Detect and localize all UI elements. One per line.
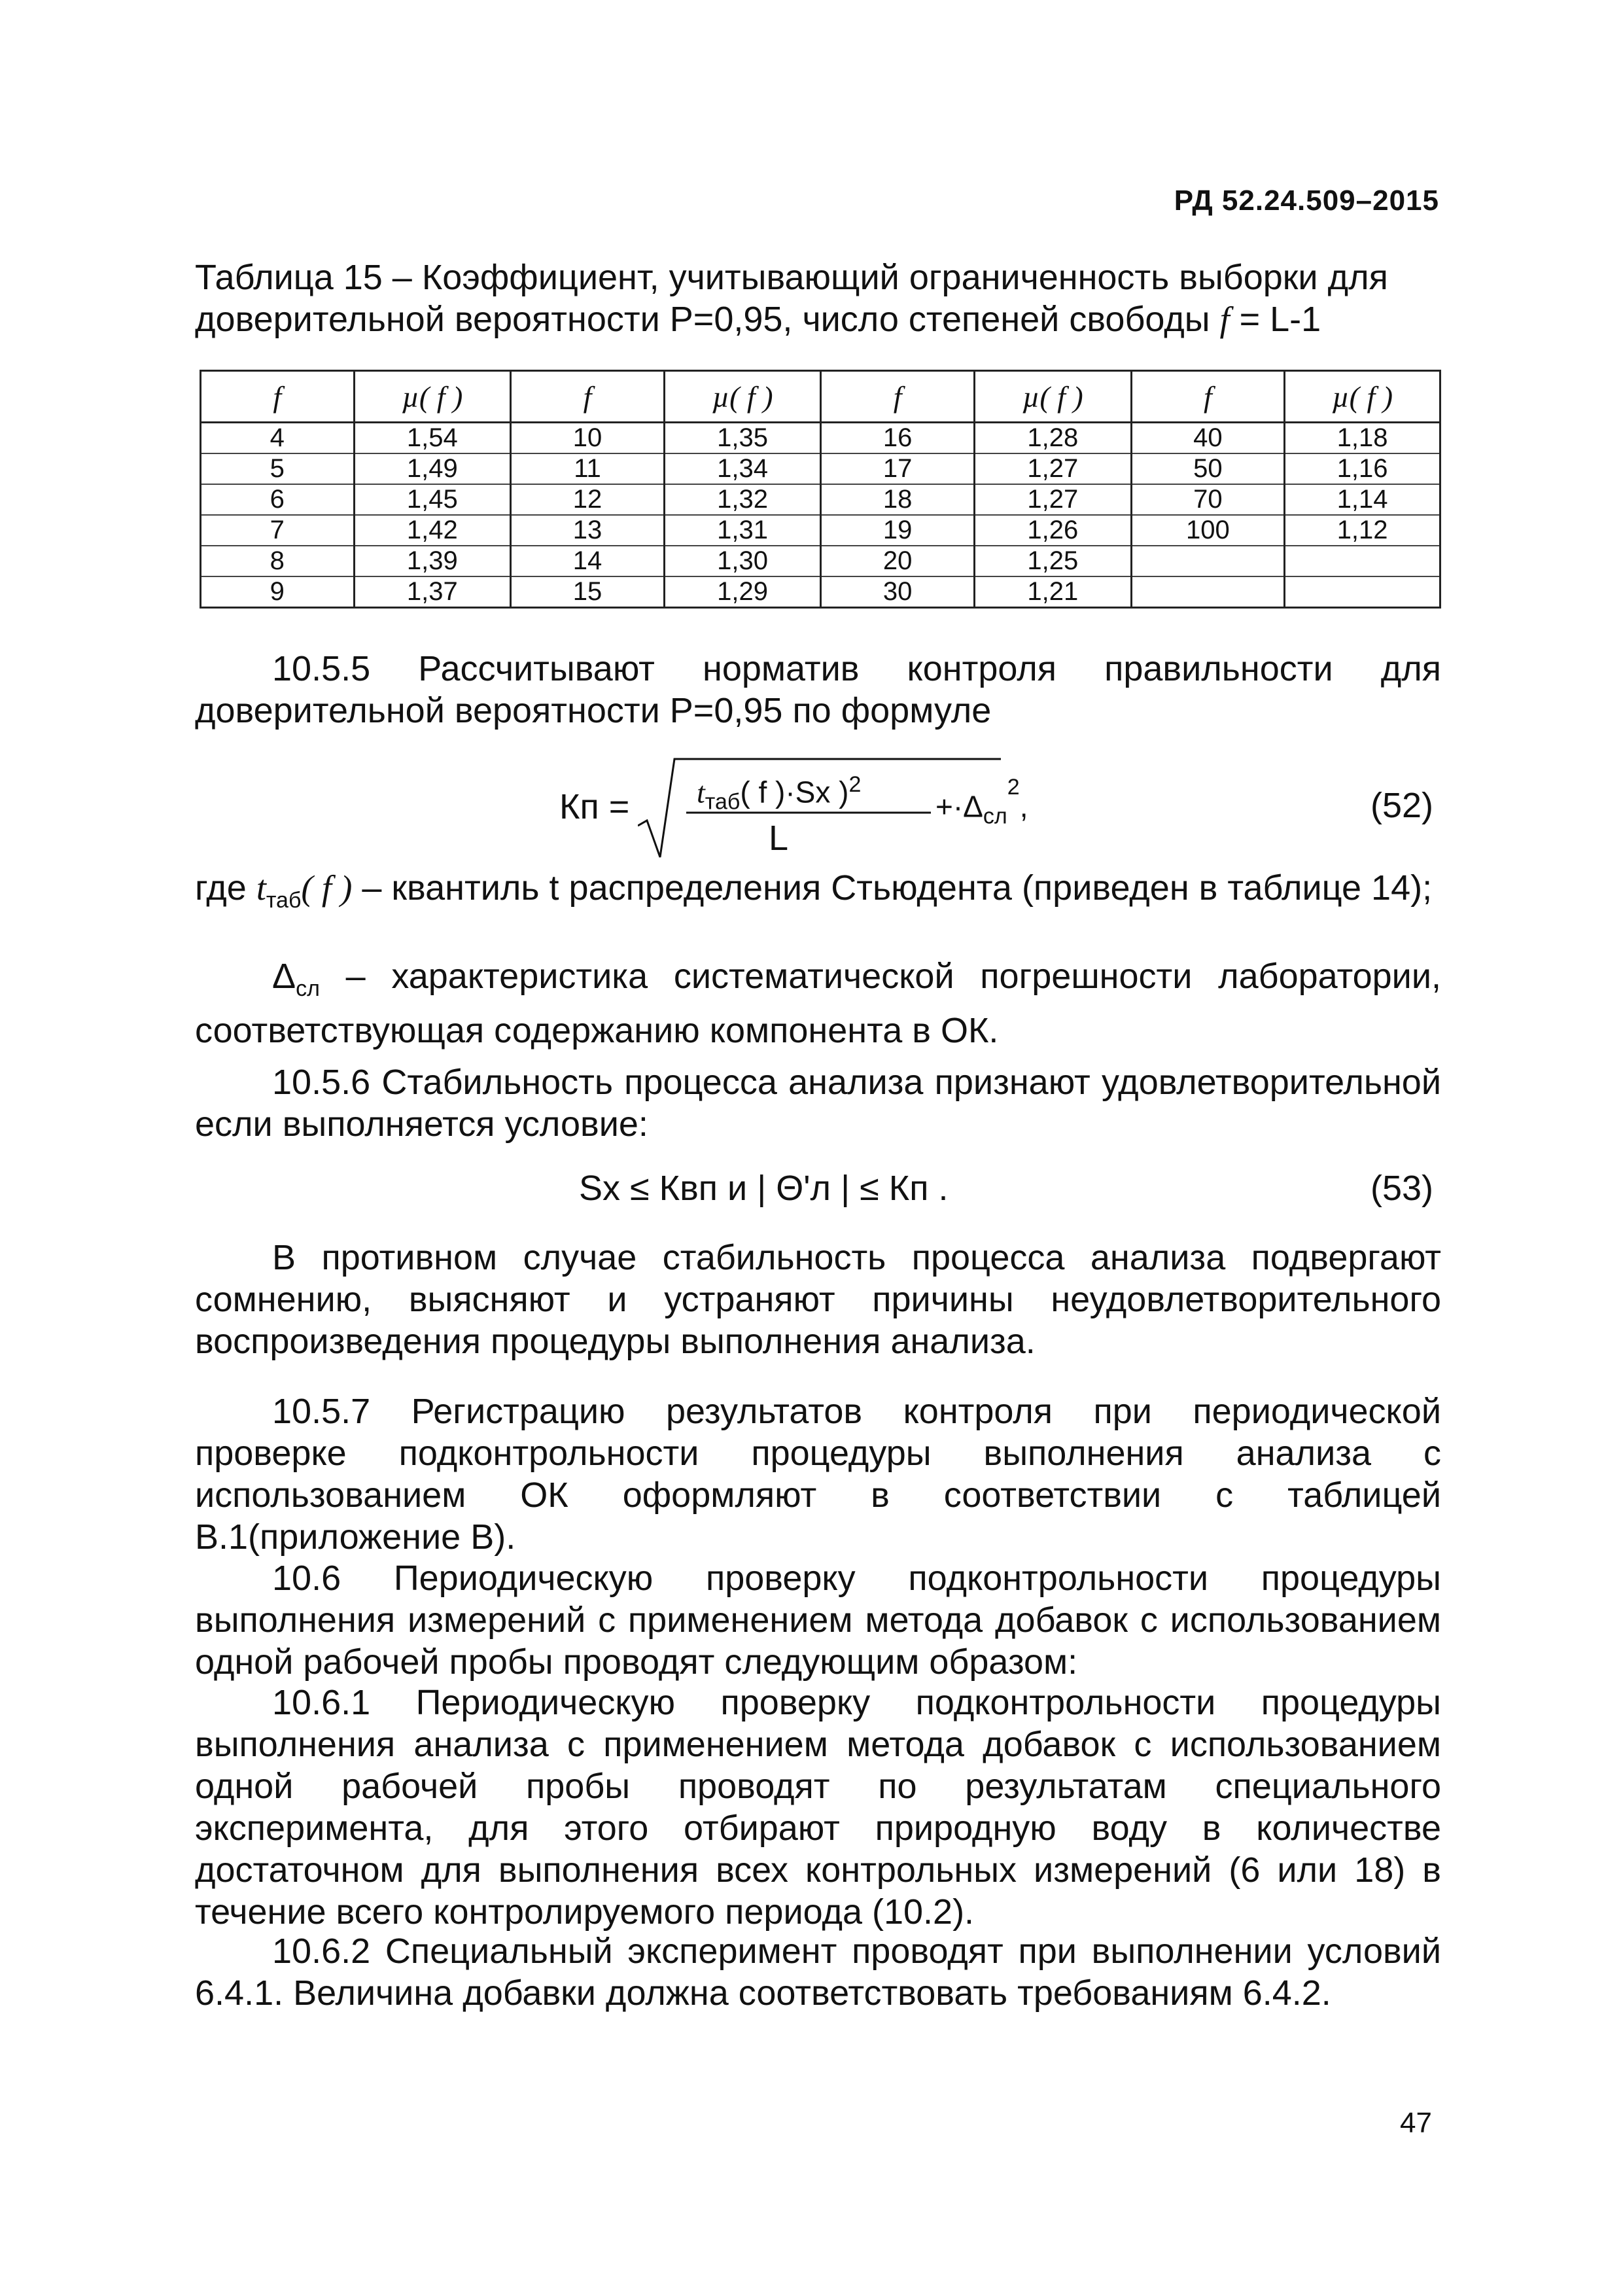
table-cell: 1,49: [354, 453, 511, 484]
where-var-t-rest: ( f ): [301, 868, 353, 908]
table-cell: 1,16: [1285, 453, 1440, 484]
table-cell: 1,12: [1285, 515, 1440, 546]
table-header-row: [201, 371, 1440, 423]
table-cell: 1,35: [664, 423, 821, 454]
header-cell: µ( f ): [1285, 371, 1440, 423]
table-cell: 4: [201, 423, 355, 454]
table-cell: 1,27: [974, 453, 1131, 484]
table-cell: 50: [1131, 453, 1285, 484]
table-row: [201, 453, 1440, 484]
table-cell: 1,25: [974, 546, 1131, 576]
table-cell: 1,39: [354, 546, 511, 576]
table-cell: 16: [821, 423, 975, 454]
where-var-delta-sub: сл: [296, 976, 320, 1001]
where-line1-text: – квантиль t распределения Стьюдента (приведен в таблице 14);: [352, 868, 1433, 908]
paragraph-10-6-2: 10.6.2 Специальный эксперимент проводят при выполнении условий 6.4.1. Величина добавки должна соответствовать требованиям 6.4.2.: [195, 1932, 1441, 2013]
where-prefix: где: [195, 868, 247, 908]
header-cell: µ( f ): [354, 371, 511, 423]
table-row: [201, 546, 1440, 576]
table-cell: 18: [821, 484, 975, 515]
paragraph-10-5-6: 10.5.6 Стабильность процесса анализа признают удовлетворительной если выполняется условие:: [195, 1063, 1441, 1144]
table-cell: 1,26: [974, 515, 1131, 546]
formula-plus-term: $+\cdot\Delta_{сл}^2$,: [935, 775, 1028, 829]
paragraph-10-6: 10.6 Периодическую проверку подконтрольности процедуры выполнения измерений с применением метода добавок с использованием одной рабочей пробы проводят следующим образом:: [195, 1559, 1441, 1682]
document-code: РД 52.24.509–2015: [1174, 185, 1439, 217]
where-line2-text: – характеристика систематической погрешности лаборатории, соответствующая содержанию компонента в ОК.: [195, 957, 1441, 1050]
header-cell: f: [1131, 371, 1285, 423]
table-cell: 1,32: [664, 484, 821, 515]
formula-52: [559, 752, 1056, 864]
table-cell: 1,18: [1285, 423, 1440, 454]
table-cell: 1,27: [974, 484, 1131, 515]
formula-53: Sx ≤ Квп и | Θ'л | ≤ Кп .: [579, 1169, 949, 1208]
where-var-t: t: [256, 868, 266, 908]
table-row: [201, 484, 1440, 515]
where-var-t-sub: таб: [266, 887, 302, 913]
where-definition-t: [195, 867, 1441, 921]
table-cell: 9: [201, 576, 355, 608]
formula-num-sub: таб: [705, 789, 741, 815]
formula-denominator: L: [769, 819, 789, 858]
table-cell: 30: [821, 576, 975, 608]
formula-plus-sub: сл: [983, 804, 1007, 829]
table-caption: [195, 256, 1438, 340]
table-cell: [1131, 576, 1285, 608]
table-row: [201, 576, 1440, 608]
formula-num-var: t: [697, 775, 705, 809]
table-cell: [1285, 576, 1440, 608]
equation-number-53: (53): [1370, 1169, 1434, 1208]
caption-tail: = L-1: [1229, 300, 1321, 339]
header-cell: f: [201, 371, 355, 423]
table-cell: 70: [1131, 484, 1285, 515]
table-cell: 1,37: [354, 576, 511, 608]
table-cell: 20: [821, 546, 975, 576]
table-cell: 1,14: [1285, 484, 1440, 515]
paragraph-10-5-5: 10.5.5 Рассчитывают норматив контроля правильности для доверительной вероятности P=0,95 по формуле: [195, 649, 1441, 730]
formula-tail: ,: [1019, 789, 1028, 824]
table-cell: 17: [821, 453, 975, 484]
table-cell: 1,54: [354, 423, 511, 454]
table-cell: 13: [511, 515, 665, 546]
page-number: 47: [1400, 2107, 1432, 2139]
header-cell: f: [821, 371, 975, 423]
header-cell: f: [511, 371, 665, 423]
equation-number-52: (52): [1370, 786, 1434, 825]
table-cell: 7: [201, 515, 355, 546]
table-cell: [1131, 546, 1285, 576]
table-cell: 100: [1131, 515, 1285, 546]
table-caption-text: Таблица 15 – Коэффициент, учитывающий ограниченность выборки для доверительной вероятности P=0,95, число степеней свободы: [195, 258, 1388, 339]
table-cell: 14: [511, 546, 665, 576]
where-var-delta: Δ: [272, 957, 296, 996]
table-cell: 5: [201, 453, 355, 484]
table-cell: 11: [511, 453, 665, 484]
table-cell: 1,31: [664, 515, 821, 546]
table-cell: 19: [821, 515, 975, 546]
table-cell: 1,45: [354, 484, 511, 515]
table-cell: 1,29: [664, 576, 821, 608]
table-cell: 8: [201, 546, 355, 576]
table-cell: 1,34: [664, 453, 821, 484]
table-cell: [1285, 546, 1440, 576]
formula-numerator: $t_{таб}$( f )·Sx )$^2$: [697, 772, 862, 815]
caption-variable: f: [1219, 300, 1230, 339]
header-cell: µ( f ): [664, 371, 821, 423]
table-cell: 12: [511, 484, 665, 515]
table-cell: 10: [511, 423, 665, 454]
coefficient-table: [200, 370, 1441, 609]
where-definition-delta: [195, 955, 1441, 1051]
formula-num-rest: ( f )·Sx ): [740, 775, 849, 809]
table-row: [201, 515, 1440, 546]
formula-lhs: Кп =: [559, 787, 630, 826]
table-cell: 1,28: [974, 423, 1131, 454]
table-cell: 15: [511, 576, 665, 608]
paragraph-10-6-1: 10.6.1 Периодическую проверку подконтрольности процедуры выполнения анализа с применением метода добавок с использованием одной рабочей пробы проводят по результатам специального эксперимента, для этого отбирают природную воду в количестве достаточном для выполнения всех контрольных измерений (6 или 18) в течение всего контролируемого периода (10.2).: [195, 1683, 1441, 1932]
table-cell: 1,30: [664, 546, 821, 576]
table-cell: 6: [201, 484, 355, 515]
paragraph-10-5-7: 10.5.7 Регистрацию результатов контроля при периодической проверке подконтрольности процедуры выполнения анализа с использованием ОК оформляют в соответствии с таблицей В.1(приложение В).: [195, 1392, 1441, 1557]
table-cell: 1,42: [354, 515, 511, 546]
table-cell: 1,21: [974, 576, 1131, 608]
table-row: [201, 423, 1440, 454]
table-cell: 40: [1131, 423, 1285, 454]
formula-plus: +·Δ: [935, 789, 983, 824]
header-cell: µ( f ): [974, 371, 1131, 423]
paragraph-otherwise: В противном случае стабильность процесса анализа подвергают сомнению, выясняют и устраняют причины неудовлетворительного воспроизведения процедуры выполнения анализа.: [195, 1238, 1441, 1361]
